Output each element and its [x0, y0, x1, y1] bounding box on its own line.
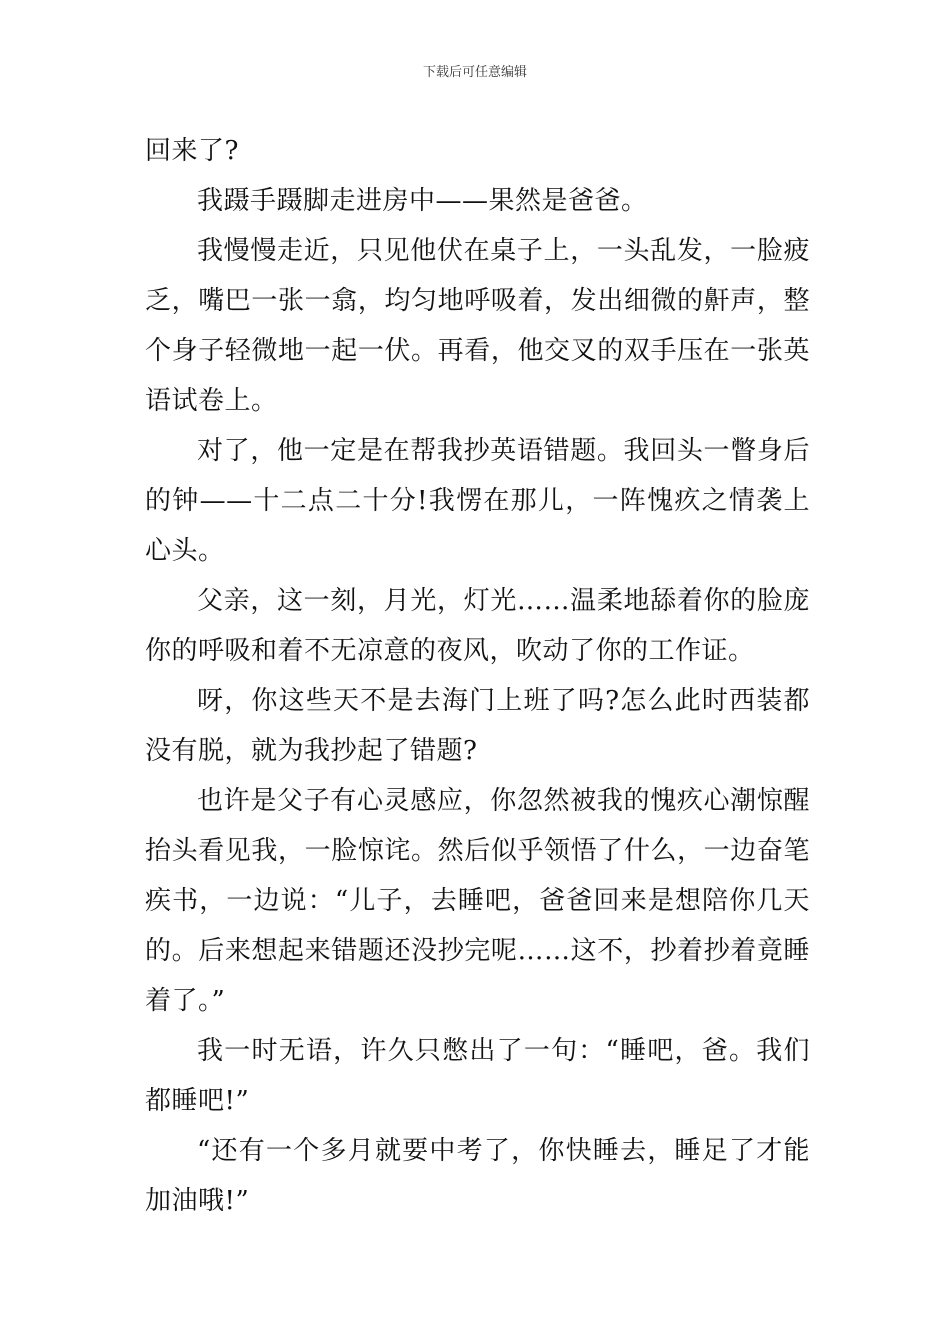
- paragraph-8: 我一时无语，许久只憋出了一句：“睡吧，爸。我们都睡吧!”: [145, 1036, 810, 1116]
- paragraph-5: 父亲，这一刻，月光，灯光……温柔地舔着你的脸庞你的呼吸和着不无凉意的夜风，吹动了你的工作证。: [145, 586, 810, 666]
- paragraph-4: 对了，他一定是在帮我抄英语错题。我回头一瞥身后的钟——十二点二十分!我愣在那儿，一阵愧疚之情袭上心头。: [145, 436, 810, 566]
- paragraph-9: “还有一个多月就要中考了，你快睡去，睡足了才能加油哦!”: [145, 1136, 810, 1216]
- paragraph-1: 回来了?: [145, 136, 239, 166]
- paragraph-3: 我慢慢走近，只见他伏在桌子上，一头乱发，一脸疲乏，嘴巴一张一翕，均匀地呼吸着，发出细微的鼾声，整个身子轻微地一起一伏。再看，他交叉的双手压在一张英语试卷上。: [145, 236, 810, 416]
- page-header: 下载后可任意编辑: [422, 65, 527, 80]
- paragraph-7: 也许是父子有心灵感应，你忽然被我的愧疚心潮惊醒抬头看见我，一脸惊诧。然后似乎领悟了什么，一边奋笔疾书，一边说：“儿子，去睡吧，爸爸回来是想陪你几天的。后来想起来错题还没抄完呢……这不，抄着抄着竟睡着了。”: [145, 786, 810, 1016]
- paragraph-2: 我蹑手蹑脚走进房中——果然是爸爸。: [197, 186, 648, 216]
- document-body: [145, 126, 810, 1226]
- paragraph-6: 呀，你这些天不是去海门上班了吗?怎么此时西装都没有脱，就为我抄起了错题?: [145, 686, 810, 766]
